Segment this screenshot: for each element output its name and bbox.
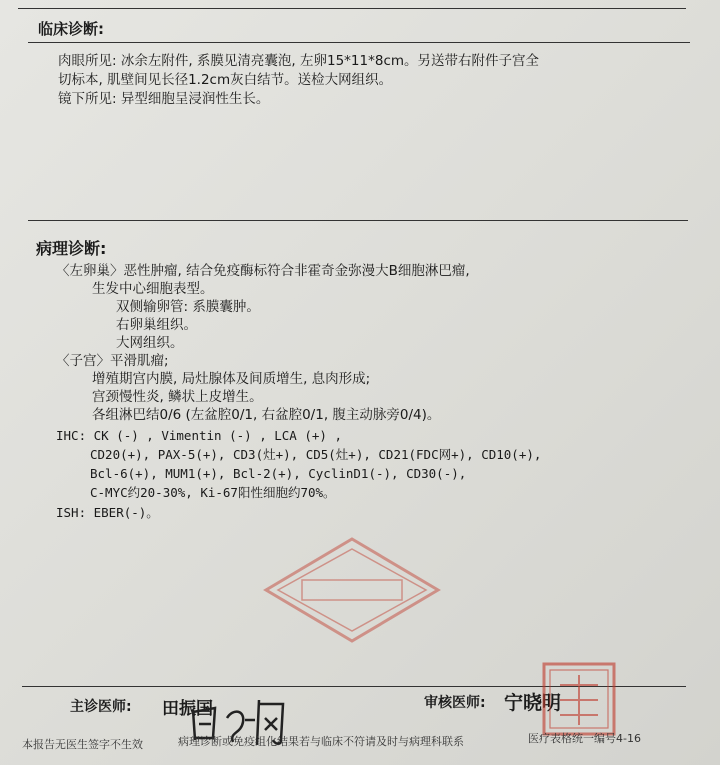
pathology-line: 生发中心细胞表型。: [92, 281, 214, 297]
pathology-line: 各组淋巴结0/6 (左盆腔0/1, 右盆腔0/1, 腹主动脉旁0/4)。: [92, 407, 441, 423]
ish-line: ISH: EBER(-)。: [56, 505, 159, 520]
pathology-line: 增殖期宫内膜, 局灶腺体及间质增生, 息肉形成;: [92, 371, 371, 387]
top-rule: [18, 8, 686, 9]
pathology-title: 病理诊断:: [36, 239, 107, 258]
clinical-rule: [28, 42, 690, 43]
pathology-line: 宫颈慢性炎, 鳞状上皮增生。: [92, 389, 263, 405]
pathology-line: 〈左卵巢〉恶性肿瘤, 结合免疫酶标符合非霍奇金弥漫大B细胞淋巴瘤,: [56, 263, 470, 279]
clinical-line: 镜下所见: 异型细胞呈浸润性生长。: [58, 91, 270, 107]
ihc-line: C-MYC约20-30%, Ki-67阳性细胞约70%。: [90, 485, 336, 500]
ihc-line: Bcl-6(+), MUM1(+), Bcl-2(+), CyclinD1(-), CD30(-),: [90, 466, 467, 481]
section-rule: [28, 220, 688, 221]
clinical-line: 肉眼所见: 冰余左附件, 系膜见清亮囊泡, 左卵15*11*8cm。另送带右附件子宫全: [58, 53, 540, 69]
footer-left: 本报告无医生签字不生效: [22, 738, 143, 751]
pathology-line: 大网组织。: [116, 335, 184, 351]
ihc-line: IHC: CK (-) , Vimentin (-) , LCA (+) ,: [56, 428, 342, 443]
pathology-line: 右卵巢组织。: [116, 317, 197, 333]
ihc-line: CD20(+), PAX-5(+), CD3(灶+), CD5(灶+), CD21(FDC网+), CD10(+),: [90, 447, 542, 462]
chief-doctor-name: 田振国: [162, 699, 213, 719]
review-doctor-label: 审核医师:: [424, 695, 486, 711]
reviewer-stamp: [540, 660, 618, 738]
clinical-title: 临床诊断:: [38, 20, 104, 38]
pathology-line: 双侧输卵管: 系膜囊肿。: [116, 299, 260, 315]
chief-doctor-label: 主诊医师:: [70, 699, 132, 715]
pathology-line: 〈子宫〉平滑肌瘤;: [56, 353, 169, 369]
footer-right: 医疗表格统一编号4-16: [528, 732, 641, 745]
footer-middle: 病理诊断或免疫组化结果若与临床不符请及时与病理科联系: [178, 735, 464, 748]
clinical-line: 切标本, 肌壁间见长径1.2cm灰白结节。送检大网组织。: [58, 72, 393, 88]
review-doctor-name: 宁晓明: [504, 692, 562, 714]
hospital-seal: [262, 535, 442, 645]
